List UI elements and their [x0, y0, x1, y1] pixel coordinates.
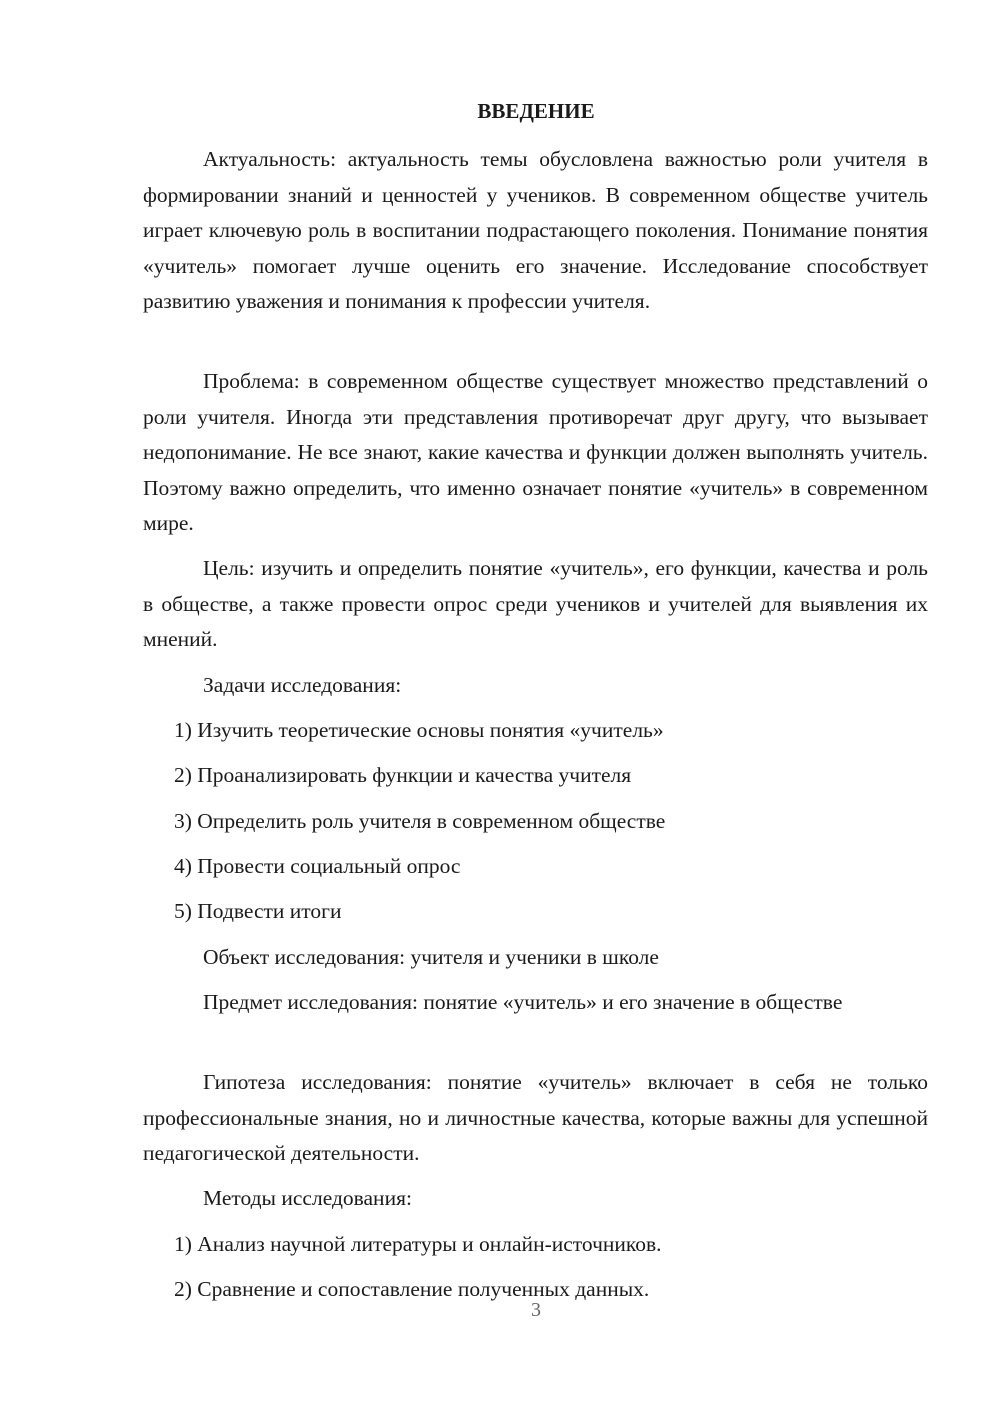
method-item-1: 1) Анализ научной литературы и онлайн-источников.	[174, 1232, 662, 1256]
task-item-3: 3) Определить роль учителя в современном обществе	[174, 809, 666, 833]
research-subject-paragraph: Предмет исследования: понятие «учитель» и его значение в обществе	[203, 990, 843, 1014]
relevance-paragraph: Актуальность: актуальность темы обусловлена важностью роли учителя в формировании знаний и ценностей у учеников. В современном обществе учитель играет ключевую роль в воспитании подрастающего поколения. Понимание понятия «учитель» помогает лучше оценить его значение. Исследование способствует развитию уважения и понимания к профессии учителя.	[143, 147, 928, 313]
method-item-2: 2) Сравнение и сопоставление полученных данных.	[174, 1277, 650, 1301]
goal-paragraph: Цель: изучить и определить понятие «учитель», его функции, качества и роль в обществе, а также провести опрос среди учеников и учителей для выявления их мнений.	[143, 556, 928, 651]
page-title: ВВЕДЕНИЕ	[477, 99, 595, 123]
page-number: 3	[531, 1299, 541, 1321]
hypothesis-paragraph: Гипотеза исследования: понятие «учитель» включает в себя не только профессиональные знания, но и личностные качества, которые важны для успешной педагогической деятельности.	[143, 1070, 928, 1165]
task-item-2: 2) Проанализировать функции и качества учителя	[174, 763, 632, 787]
tasks-heading: Задачи исследования:	[203, 673, 402, 697]
task-item-1: 1) Изучить теоретические основы понятия «учитель»	[174, 718, 664, 742]
methods-heading: Методы исследования:	[203, 1186, 412, 1210]
task-item-5: 5) Подвести итоги	[174, 899, 342, 923]
task-item-4: 4) Провести социальный опрос	[174, 854, 461, 878]
problem-paragraph: Проблема: в современном обществе существует множество представлений о роли учителя. Иногда эти представления противоречат друг другу, что вызывает недопонимание. Не все знают, какие качества и функции должен выполнять учитель. Поэтому важно определить, что именно означает понятие «учитель» в современном мире.	[143, 369, 928, 535]
research-object: Объект исследования: учителя и ученики в школе	[203, 945, 659, 969]
